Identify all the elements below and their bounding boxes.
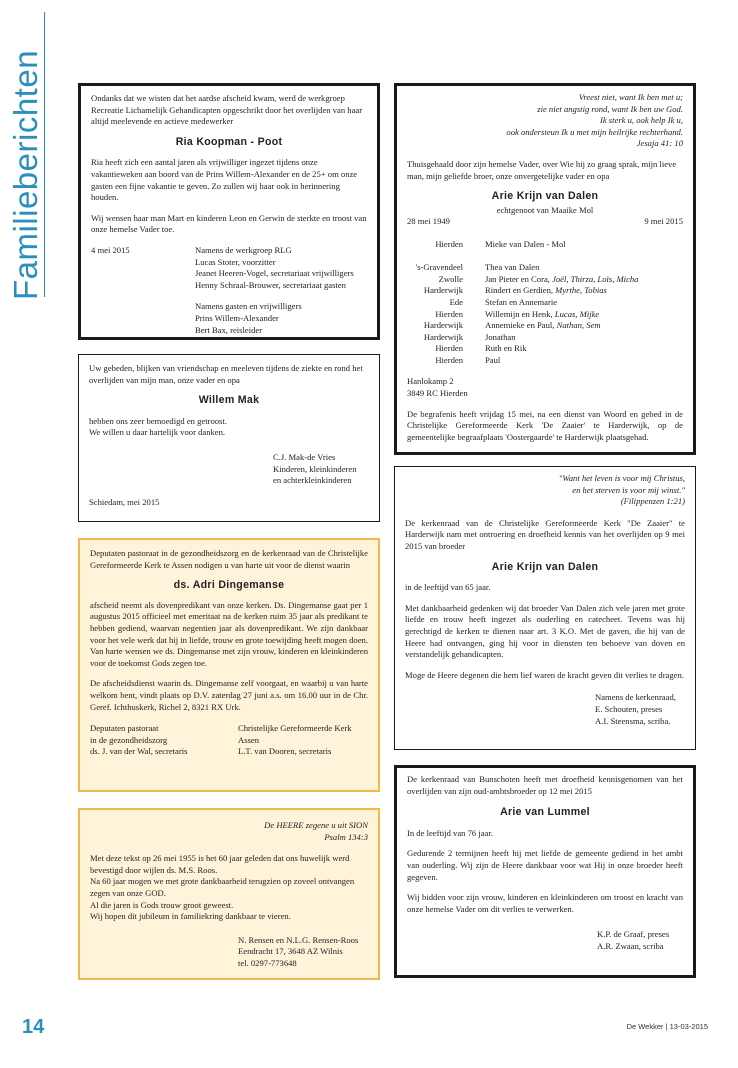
signature-line: Kinderen, kleinkinderen [273, 463, 357, 474]
signature-line: C.J. Mak-de Vries [273, 451, 336, 462]
family-row: Hierden Ruth en Rik [435, 343, 527, 354]
notice-text: Al die jaren is Gods trouw groot geweest. [90, 899, 234, 910]
notice-date: 4 mei 2015 [91, 244, 130, 255]
bible-verse: en het sterven is voor mij winst." [572, 484, 685, 495]
signature-line: L.T. van Dooren, secretaris [238, 746, 332, 757]
death-date: 9 mei 2015 [644, 216, 683, 227]
notice-text: Met dankbaarheid gedenken wij dat broeder Van Dalen zich vele jaren met grote liefde en trouw heeft ingezet als ouderling en catecheet. Tevens was hij gerechtigd de kerken te dienen naar art. 3 K.O. Met de gaven, die hij van de Heere had ontvangen, ging hij voor in diensten ten behoeve van doven en verstandelijk gehandicapten. [405, 602, 685, 660]
notice-intro: De kerkenraad van de Christelijke Gereformeerde Kerk "De Zaaier" te Harderwijk nam met ontroering en droefheid kennis van het overlijden op 9 mei 2015 van broeder [405, 517, 685, 551]
notice-text: afscheid neemt als dovenpredikant van onze kerken. Ds. Dingemanse gaat per 1 augustus 2015 officieel met emeritaat na de kerken ruim 35 jaar als predikant te hebben gediend, waarvan negentien jaar als dovenpredikant. We zijn dankbaar voor het vele werk dat hij in liefde, trouw en grote toewijding heeft mogen doen. Van harte wensen we ds. Dingemanse met zijn vrouw, kinderen en kleinkinderen voor de toekomst Gods zegen toe. [90, 599, 368, 668]
notice-intro: Deputaten pastoraat in de gezondheidszorg en de kerkenraad van de Christelijke Gereformeerde Kerk te Assen nodigen u van harte uit voor de dienst waarin [90, 548, 368, 570]
notice-text: hebben ons zeer bemoedigd en getroost. [89, 415, 227, 426]
notice-spouse: echtgenoot van Maaike Mol [496, 204, 594, 215]
notice-text: We willen u daar hartelijk voor danken. [89, 427, 226, 438]
funeral-text: De begrafenis heeft vrijdag 15 mei, na een dienst van Woord en gebed in de Christelijke Gereformeerde Kerk 'De Zaaier' te Harderwijk, op de gemeentelijke begraafplaats 'Oostergaarde' te Harderwijk plaatsgehad. [407, 408, 683, 442]
section-title: Familieberichten [7, 49, 44, 300]
notice-name: ds. Adri Dingemanse [173, 579, 285, 592]
family-row: Harderwijk Jonathan [423, 331, 516, 342]
signature-line: A.I. Steensma, scriba. [595, 715, 671, 726]
notice-text: Ria heeft zich een aantal jaren als vrijwilliger ingezet tijdens onze vakantieweken aan boord van de Prins Willem-Alexander en de 25+ om onze gasten een fijne vakantie te geven. Zo zullen wij haar ook in herinnering houden. [91, 157, 358, 203]
bible-reference: Psalm 134:3 [324, 831, 368, 842]
notice-text: Gedurende 2 termijnen heeft hij met liefde de gemeente gediend in het ambt van ouderling. Wij zijn de Heere dankbaar voor wat Hij in onze broeder heeft gegeven. [407, 848, 683, 882]
bible-verse: "Want het leven is voor mij Christus, [558, 473, 685, 483]
signature-line: Eendracht 17, 3648 AZ Wilnis [238, 946, 343, 957]
notice-rensen-jubilee [78, 808, 380, 980]
signature-line: Lucas Stoter, voorzitter [195, 256, 276, 267]
signature-line: Henny Schraal-Brouwer, secretariaat gasten [195, 279, 346, 290]
notice-date: Schiedam, mei 2015 [89, 496, 160, 507]
family-row: Zwolle Jan Pieter en Cora, Joël, Thirza, Loïs, Micha [438, 273, 639, 284]
bible-verse: Ik sterk u, ook help Ik u, [599, 115, 683, 126]
family-row: Hierden Paul [435, 354, 501, 365]
family-row: Harderwijk Rindert en Gerdien, Myrthe, Tobias [423, 285, 607, 296]
notice-intro: Uw gebeden, blijken van vriendschap en meeleven tijdens de ziekte en rond het overlijden van mijn man, onze vader en opa [89, 363, 363, 385]
address-line: Hanlokamp 2 [407, 376, 454, 387]
notice-age: in de leeftijd van 65 jaar. [405, 582, 491, 593]
notice-intro: De kerkenraad van Bunschoten heeft met droefheid kennisgenomen van het overlijden van zijn oud-ambtsbroeder op 12 mei 2015 [407, 774, 683, 796]
family-row: Harderwijk Annemieke en Paul, Nathan, Sem [423, 320, 601, 331]
notice-text: De afscheidsdienst waarin ds. Dingemanse zelf voorgaat, en waarbij u van harte welkom bent, vindt plaats op D.V. zaterdag 27 juni a.s. om 16.00 uur in de Chr. Geref. Ichthuskerk, Richel 2, 8321 RX Urk. [90, 678, 368, 712]
signature-line: Jeanet Heeren-Vogel, secretariaat vrijwilligers [195, 268, 354, 279]
birth-date: 28 mei 1949 [407, 216, 450, 227]
bible-verse: De HEERE zegene u uit SION [264, 820, 368, 830]
family-row: Hierden Willemijn en Henk, Lucas, Mijke [435, 308, 600, 319]
signature-line: Namens gasten en vrijwilligers [195, 301, 302, 312]
notice-name: Ria Koopman - Poot [175, 135, 283, 148]
bible-verse: ook ondersteun Ik u met mijn heilrijke rechterhand. [506, 126, 683, 137]
signature-line: Christelijke Gereformeerde Kerk [238, 723, 352, 734]
notice-text: Wij hopen dit jubileum in familiekring dankbaar te vieren. [90, 911, 291, 922]
family-row: 's-Gravendeel Thea van Dalen [415, 262, 540, 273]
notice-arie-van-lummel [394, 765, 696, 978]
publication-footer: De Wekker | 13-03-2015 [626, 1022, 708, 1031]
signature-line: Namens de kerkenraad, [595, 692, 676, 703]
family-row: Hierden Mieke van Dalen - Mol [435, 238, 566, 249]
bible-reference: Jesaja 41: 10 [636, 138, 683, 149]
notice-text: Met deze tekst op 26 mei 1955 is het 60 jaar geleden dat ons huwelijk werd bevestigd door wijlen ds. M.S. Roos. [90, 853, 350, 875]
signature-line: ds. J. van der Wal, secretaris [90, 746, 188, 757]
notice-name: Willem Mak [198, 394, 260, 407]
signature-line: A.R. Zwaan, scriba [597, 940, 664, 951]
signature-line: Namens de werkgroep RLG [195, 244, 292, 255]
signature-line: in de gezondheidszorg [90, 734, 168, 745]
signature-line: Prins Willem-Alexander [195, 312, 279, 323]
signature-line: N. Rensen en N.L.G. Rensen-Roos [238, 934, 359, 945]
notice-text: Na 60 jaar mogen we met grote dankbaarheid terugzien op zoveel ontvangen zegen van onze GOD. [90, 876, 355, 898]
notice-ria-koopman [78, 83, 380, 340]
notice-text: Moge de Heere degenen die hem lief waren de kracht geven dit verlies te dragen. [405, 669, 684, 680]
signature-line: tel. 0297-773648 [238, 957, 297, 968]
notice-willem-mak [78, 354, 380, 522]
page-number: 14 [22, 1016, 45, 1038]
notice-arie-van-dalen-family [394, 83, 696, 455]
notice-arie-van-dalen-kerkenraad [394, 466, 696, 750]
notice-intro: Thuisgehaald door zijn hemelse Vader, over Wie hij zo graag sprak, mijn lieve man, mijn geliefde broer, onze onvergetelijke vader en opa [407, 158, 677, 181]
signature-line: en achterkleinkinderen [273, 475, 352, 486]
signature-line: Deputaten pastoraat [90, 723, 159, 734]
bible-verse: Vreest niet, want Ik ben met u; [578, 92, 683, 102]
notice-age: In de leeftijd van 76 jaar. [407, 827, 493, 838]
bible-verse: zie niet angstig rond, want Ik ben uw God. [537, 103, 683, 114]
signature-line: Bert Bax, reisleider [195, 324, 263, 335]
signature-line: Assen [238, 734, 260, 745]
bible-reference: (Filippenzen 1:21) [620, 496, 685, 507]
notice-text: Wij bidden voor zijn vrouw, kinderen en kleinkinderen om troost en kracht van onze hemelse Vader om dit verlies te verwerken. [407, 892, 683, 914]
notice-text: Wij wensen haar man Mart en kinderen Leon en Gerwin de sterkte en troost van onze hemelse Vader toe. [91, 212, 367, 235]
notice-name: Arie van Lummel [500, 806, 590, 819]
notice-adri-dingemanse [78, 538, 380, 792]
family-row [407, 251, 683, 263]
signature-line: E. Schouten, preses [595, 703, 663, 714]
notice-name: Arie Krijn van Dalen [491, 560, 599, 573]
notice-name: Arie Krijn van Dalen [491, 190, 599, 203]
signature-line: K.P. de Graaf, preses [597, 929, 670, 940]
notice-intro: Ondanks dat we wisten dat het aardse afscheid kwam, werd de werkgroep Recreatie Lichamelijk Gehandicapten opgeschrikt door het overlijden van haar altijd meelevende en actieve medewerker [91, 93, 363, 127]
address-line: 3849 RC Hierden [407, 388, 468, 399]
family-row: Ede Stefan en Annemarie [449, 296, 558, 307]
